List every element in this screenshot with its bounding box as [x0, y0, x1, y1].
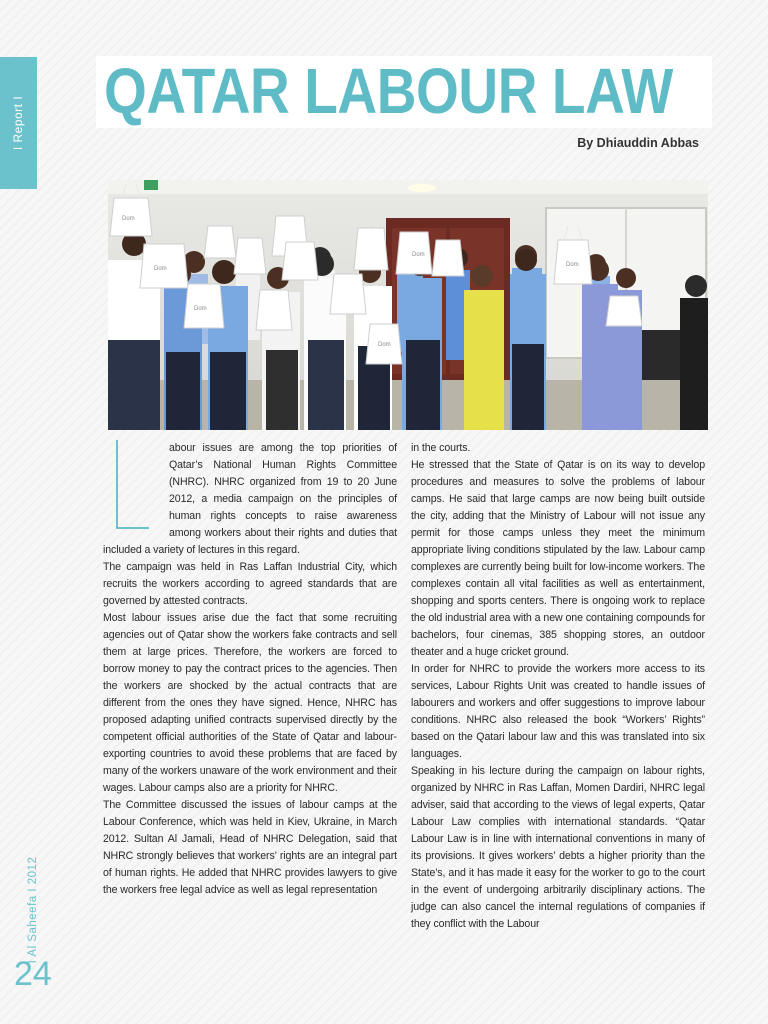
svg-text:Dom: Dom [412, 252, 425, 258]
article-photo [108, 180, 708, 430]
svg-text:Dom: Dom [194, 306, 207, 312]
article-paragraph: Most labour issues arise due the fact that some recruiting agencies out of Qatar show the workers fake contracts and sell them at large prices. Therefore, the workers are forced to borrow money to pay the contract prices to the agencies. Then the workers are shocked by the actual contracts that are different from the ones they have signed. Hence, NHRC has proposed adapting unified contracts supervised directly by the competent official authorities of the State of Qatar and labour-exporting countries to avoid these problems that are faced by many of the workers unaware of the work environment and their wages. Labour camps also are a priority for NHRC. [103, 612, 397, 794]
article-paragraph: He stressed that the State of Qatar is on its way to develop procedures and measures to solve the problems of labour camps. He said that large camps are now being built outside the city, adding that the Ministry of Labour will not issue any permit for those camps unless they meet the minimum appropriate living conditions stipulated by the law. Labour camp complexes are currently being built for low-income workers. The complexes contain all vital facilities as well as entertainment, shopping and sports centers. There is ongoing work to replace the old industrial area with a new one containing compounds for bachelors, four cinemas, 385 shopping stores, an outdoor theater and a huge cricket ground. [411, 459, 705, 658]
svg-text:Dom: Dom [566, 262, 579, 268]
svg-text:Dom: Dom [154, 266, 167, 272]
article-title: QATAR LABOUR LAW [104, 55, 673, 127]
publication-label: I Al Saheefa I 2012 [27, 856, 39, 964]
article-paragraph: The campaign was held in Ras Laffan Industrial City, which recruits the workers according to agreed standards that are governed by attested contracts. [103, 561, 397, 607]
article-paragraph: In order for NHRC to provide the workers more access to its services, Labour Rights Unit was created to handle issues of labourers and workers and offer suggestions to improve labour conditions. NHRC also released the book “Workers’ Rights” based on the Qatari labour law and this was translated into six languages. [411, 663, 705, 760]
page-number: 24 [14, 955, 52, 993]
article-column-left [103, 440, 397, 899]
svg-text:Dom: Dom [378, 342, 391, 348]
workers-group-photo [108, 180, 708, 430]
article-column-right [411, 440, 705, 933]
article-paragraph: Speaking in his lecture during the campaign on labour rights, organized by NHRC in Ras Laffan, Momen Dardiri, NHRC legal adviser, said that according to the views of legal experts, Qatar Labour Law complies with international standards. “Qatar Labour Law is in line with international conventions in many of its provisions. It gives workers’ debts a higher priority than the State’s, and it has made it easy for the worker to go to the court in the event of undergoing arbitrarily disciplinary actions. The judge can also cancel the internal regulations of companies if they conflict with the Labour [411, 765, 705, 930]
article-paragraph: abour issues are among the top priorities of Qatar’s National Human Rights Committee (NHRC). NHRC organized from 19 to 20 June 2012, a media campaign on the principles of human rights concepts to raise awareness among workers about their rights and duties that included a variety of lectures in this regard. [103, 442, 397, 556]
byline: By Dhiauddin Abbas [577, 136, 699, 150]
article-paragraph: The Committee discussed the issues of labour camps at the Labour Conference, which was held in Kiev, Ukraine, in March 2012. Sultan Al Jamali, Head of NHRC Delegation, said that NHRC strongly believes that workers’ rights are an integral part of human rights. He added that NHRC provides lawyers to give the workers free legal advice as well as legal representation [103, 799, 397, 896]
article-paragraph: in the courts. [411, 442, 471, 454]
svg-text:Dom: Dom [122, 216, 135, 222]
section-tab-label: I Report I [11, 95, 25, 151]
svg-text:L: L [112, 438, 113, 439]
